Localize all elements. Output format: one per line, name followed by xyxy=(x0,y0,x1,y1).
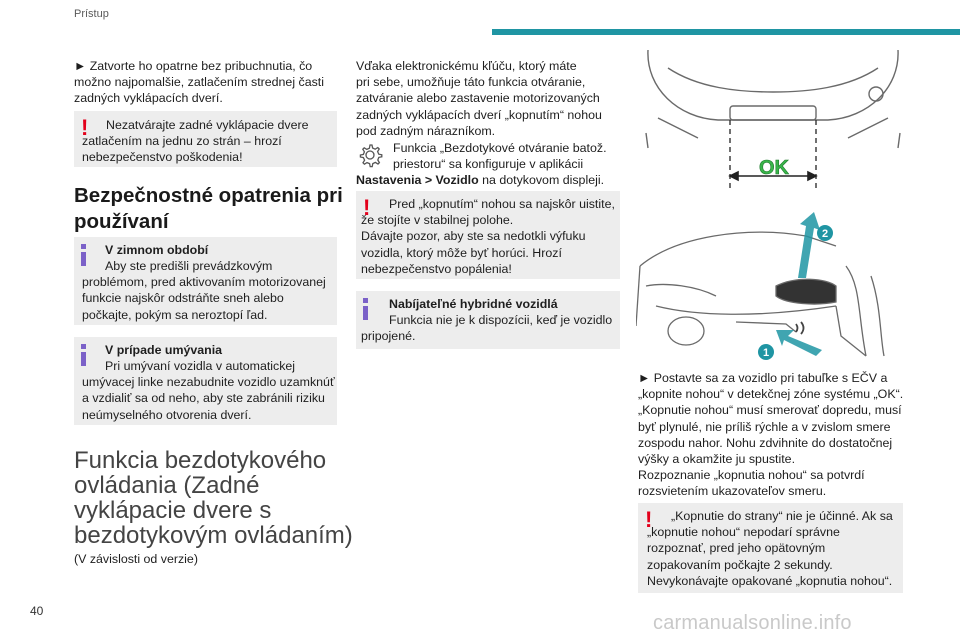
warning-icon: ! xyxy=(363,195,371,220)
warning-icon: ! xyxy=(645,507,653,532)
warning-text: Nezatvárajte zadné vyklápacie dvere zatlačením na jednu zo strán – hrozí nebezpečenstvo poškodenia! xyxy=(82,118,309,165)
function-intro: Vďaka elektronickému kľúču, ktorý máte pri sebe, umožňuje táto funkcia otváranie, zatváranie alebo zastavenie motorizovaných zadných vyklápacích dverí „kopnutím“ nohou pod zadným nárazníkom. xyxy=(356,59,602,138)
header-title: Prístup xyxy=(74,8,109,20)
kick-up-arrow xyxy=(798,212,820,278)
warning-box-stability xyxy=(356,191,620,279)
gear-icon xyxy=(356,141,384,169)
header-accent-bar xyxy=(492,29,960,35)
info-title: Nabíjateľné hybridné vozidlá xyxy=(389,297,558,311)
config-tail: na dotykovom displeji. xyxy=(478,173,605,187)
warning-box-close-door xyxy=(74,111,337,167)
info-text: Pri umývaní vozidla v automatickej umývacej linke nezabudnite vozidlo uzamknúť a vzdialiť sa od neho, aby ste zabránili riziku neúmyselného otvorenia dverí. xyxy=(82,359,335,422)
config-path-line xyxy=(356,172,621,188)
marker-1 xyxy=(758,344,774,360)
svg-text:1: 1 xyxy=(762,347,770,359)
info-text: Aby ste predišli prevádzkovým problémom, pred aktivovaním motorizovanej funkcie najskôr odstráňte sneh alebo počkajte, pokým sa neroztopí ľad. xyxy=(82,259,326,322)
warning-text: „Kopnutie do strany“ nie je účinné. Ak sa „kopnutie nohou“ nepodarí správne rozpoznať, pred jeho opätovným zopakovaním počkajte 2 sekundy. Nevykonávajte opakované „kopnutia nohou“. xyxy=(647,509,893,588)
version-note: (V závislosti od verzie) xyxy=(74,552,198,566)
info-text: Funkcia nie je k dispozícii, keď je vozidlo pripojené. xyxy=(361,313,613,344)
intro-text: ► Zatvorte ho opatrne bez pribuchnutia, čo možno najpomalšie, zatlačením strednej časti zadných vyklápacích dverí. xyxy=(74,59,324,106)
warning-box-side-kick xyxy=(638,503,903,593)
config-path: Nastavenia > Vozidlo xyxy=(356,173,479,187)
config-text: Funkcia „Bezdotykové otváranie batož. priestoru“ sa konfiguruje v aplikácii xyxy=(393,141,607,172)
info-box-hybrid xyxy=(356,291,620,349)
chapter-heading: Funkcia bezdotykového ovládania (Zadné vyklápacie dvere s bezdotykovým ovládaním) xyxy=(74,447,353,549)
info-title: V prípade umývania xyxy=(105,343,223,357)
marker-2 xyxy=(817,225,833,241)
section-heading: Bezpečnostné opatrenia pri používaní xyxy=(74,184,343,233)
ok-zone-label: OK xyxy=(759,157,789,179)
kick-forward-arrow xyxy=(776,330,822,356)
figure-kick-gesture xyxy=(636,206,886,364)
watermark: carmanualsonline.info xyxy=(653,612,852,634)
warning-text: Pred „kopnutím“ nohou sa najskôr uistite, že stojíte v stabilnej polohe. Dávajte pozor, aby ste sa nedotkli výfuku vozidla, ktorý môže byť horúci. Hrozí nebezpečenstvo popálenia! xyxy=(361,197,615,276)
svg-text:2: 2 xyxy=(821,228,829,240)
info-box-winter xyxy=(74,237,337,325)
page-number: 40 xyxy=(30,604,44,618)
info-box-washing xyxy=(74,337,337,425)
kick-instructions: ► Postavte sa za vozidlo pri tabuľke s EČV a „kopnite nohou“ v detekčnej zóne systému „OK“. „Kopnutie nohou“ musí smerovať dopredu, musí byť plynulé, nie príliš rýchle a v zvislom smere zospodu nahor. Nohu zdvihnite do dostatočnej výšky a okamžite ju spustite. Rozpoznanie „kopnutia nohou“ sa potvrdí rozsvietením ukazovateľov smeru. xyxy=(638,371,904,499)
figure-detection-zone xyxy=(638,48,908,190)
warning-icon: ! xyxy=(81,115,89,140)
info-title: V zimnom období xyxy=(105,243,209,257)
